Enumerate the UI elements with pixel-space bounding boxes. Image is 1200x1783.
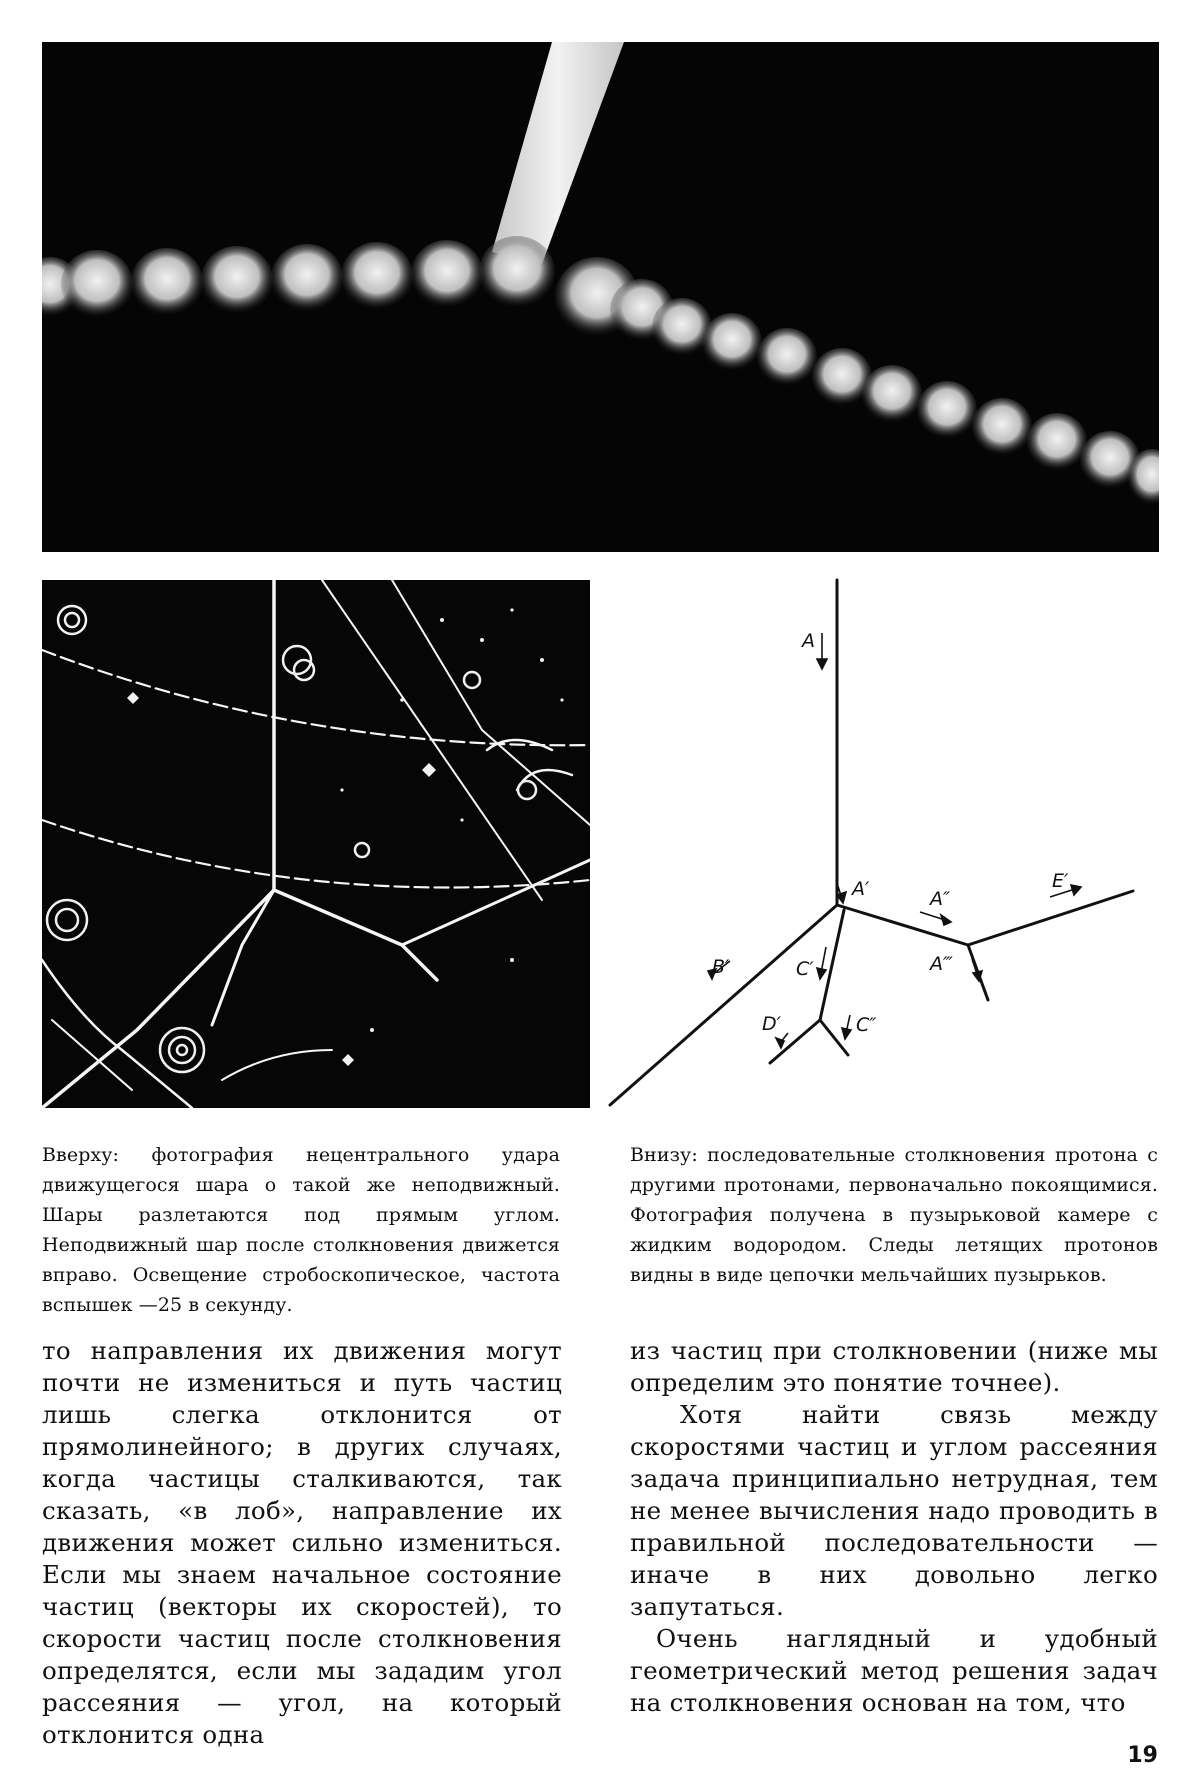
label-a: A	[802, 630, 815, 652]
body-paragraph: из частиц при столкновении (ниже мы определим это понятие точнее).	[630, 1336, 1158, 1397]
proton-tracks-image	[42, 580, 590, 1108]
ball-collision-image	[42, 42, 1159, 552]
label-a-double-prime: A″	[930, 888, 951, 910]
label-b-prime: B′	[712, 956, 730, 978]
stroboscopic-photo	[42, 42, 1159, 552]
body-paragraph: Хотя найти связь между скоростями частиц и углом рассеяния задача принципиально нетрудная, тем не менее вычисления надо проводить в правильной последовательности — иначе в них довольно легко запутаться.	[630, 1400, 1158, 1621]
label-d-prime: D′	[762, 1013, 781, 1035]
label-a-triple-prime: A‴	[930, 953, 953, 975]
deflected-ball-trail	[555, 257, 1159, 505]
body-column-left	[42, 1335, 562, 1751]
bubble-photo-caption: Внизу: последовательные столкновения протона с другими протонами, первоначально покоящимися. Фотография получена в пузырьковой камере с жидким водородом. Следы летящих протонов видны в виде цепочки мельчайших пузырьков.	[630, 1144, 1158, 1286]
page-number: 19	[1127, 1743, 1158, 1768]
label-e-prime: E′	[1052, 870, 1069, 892]
body-paragraph: то направления их движения могут почти не измениться и путь частиц лишь слегка отклонится от прямолинейного; в других случаях, когда частицы сталкиваются, так сказать, «в лоб», направление их движения может сильно измениться. Если мы знаем начальное состояние частиц (векторы их скоростей), то скорости частиц после столкновения определятся, если мы зададим угол рассеяния — угол, на который отклонится одна	[42, 1336, 562, 1749]
label-c-prime: C′	[796, 958, 814, 980]
collision-diagram	[600, 575, 1160, 1115]
label-c-double-prime: C″	[856, 1014, 877, 1036]
moving-ball-streak	[492, 42, 624, 264]
collision-diagram-svg	[600, 575, 1160, 1115]
top-photo-caption: Вверху: фотография нецентрального удара движущегося шара о такой же неподвижный. Шары разлетаются под прямым углом. Неподвижный шар после столкновения движется вправо. Освещение стробоскопическое, частота вспышек —25 в секунду.	[42, 1144, 560, 1316]
body-paragraph: Очень наглядный и удобный геометрический метод решения задач на столкновения основан на том, что	[630, 1624, 1158, 1717]
body-column-right	[630, 1335, 1158, 1719]
label-a-prime: A′	[852, 878, 870, 900]
bubble-chamber-photo	[42, 580, 590, 1108]
stationary-ball-trail	[42, 236, 555, 318]
